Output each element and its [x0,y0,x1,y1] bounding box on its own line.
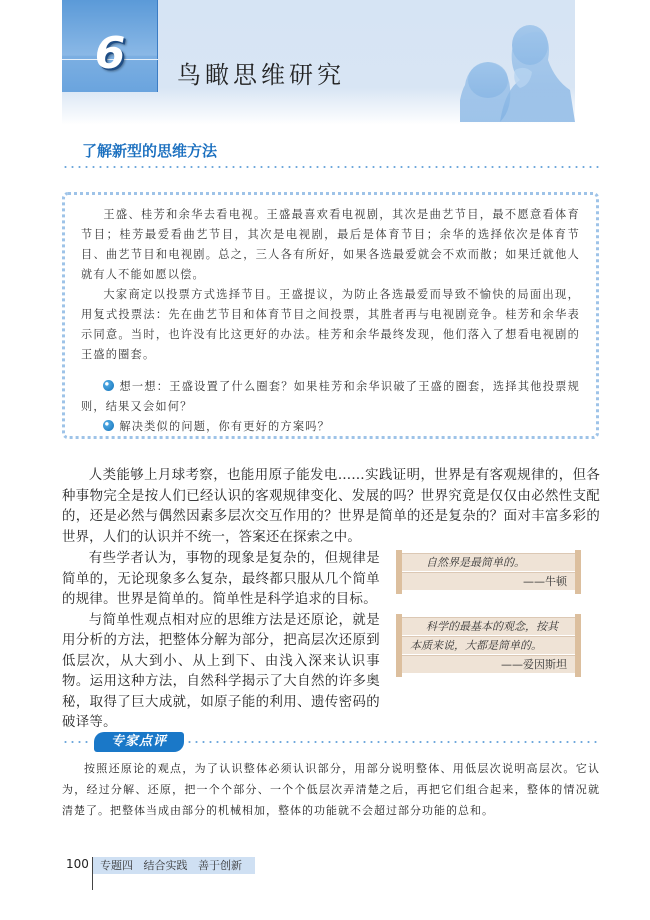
story-paragraph: 大家商定以投票方式选择节目。王盛提议，为防止各选最爱而导致不愉快的局面出现，用复式投票法：先在曲艺节目和体育节目之间投票，其胜者再与电视剧竞争。桂芳和余华表示同意。当时，也许没有比这更好的办法。桂芳和余华最终发现，他们落入了想看电视剧的王盛的圈套。 [81,288,580,361]
quote-author: ——爱因斯坦 [396,655,581,674]
expert-comment [62,758,600,821]
chapter-number-box [62,0,158,92]
expert-divider-left [62,741,92,743]
bullet-icon [103,420,114,431]
expert-divider-right [186,741,600,743]
quote-line: 本质来说，大都是简单的。 [396,636,581,655]
chapter-title: 鸟瞰思维研究 [177,61,345,89]
page-number: 100 [66,857,89,871]
story-box [62,192,599,439]
question-text: 解决类似的问题，你有更好的方案吗？ [119,420,330,433]
bullet-icon [103,380,114,391]
body-paragraph [62,466,600,548]
paragraph-text: 与简单性观点相对应的思维方法是还原论，就是用分析的方法，把整体分解为部分，把高层次还原到低层次，从大到小、从上到下、由浅入深来认识事物。运用这种方法，自然科学揭示了大自然的许多奥秘，取得了巨大成就，如原子能的利用、遗传密码的破译等。 [62,612,380,730]
quote-scroll [396,553,581,591]
chapter-banner [62,0,575,125]
quote-line: 科学的最基本的观念，按其 [396,617,581,636]
think-question [81,377,580,417]
paragraph-text: 有些学者认为，事物的现象是复杂的，但规律是简单的，无论现象多么复杂，最终都只服从几个简单的规律。世界是简单的。简单性是科学追求的目标。 [62,551,380,607]
portrait-illustration-icon [460,10,575,122]
story-paragraph: 王盛、桂芳和余华去看电视。王盛最喜欢看电视剧，其次是曲艺节目，最不愿意看体育节目；桂芳最爱看曲艺节目，其次是电视剧，最后是体育节目；余华的选择依次是体育节目、曲艺节目和电视剧。总之，三人各有所好，如果各选最爱就会不欢而散；如果迁就他人就有人不能如愿以偿。 [81,208,580,281]
section-heading: 了解新型的思维方法 [82,142,218,160]
paragraph-text: 人类能够上月球考察，也能用原子能发电……实践证明，世界是有客观规律的，但各种事物完全是按人们已经认识的客观规律变化、发展的吗？世界究竟是仅仅由必然性支配的，还是必然与偶然因素多层次交互作用的？世界是简单的还是复杂的？面对丰富多彩的世界，人们的认识并不统一，答案还在探索之中。 [62,468,600,545]
section-divider [62,166,600,168]
expert-comment-label: 专家点评 [94,732,184,752]
expert-comment-text: 按照还原论的观点，为了认识整体必须认识部分，用部分说明整体、用低层次说明高层次。它认为，经过分解、还原，把一个个部分、一个个低层次弄清楚之后，再把它们组合起来，整体的情况就清楚了。把整体当成由部分的机械相加，整体的功能就不会超过部分功能的总和。 [62,762,600,817]
think-question [81,417,580,437]
chapter-number: 6 [94,28,126,79]
quote-scroll [396,617,581,674]
question-text: 想一想：王盛设置了什么圈套？如果桂芳和余华识破了王盛的圈套，选择其他投票规则，结果又会如何？ [81,380,580,413]
body-paragraph-column [62,549,380,734]
quote-author: ——牛顿 [396,572,581,591]
quote-line: 自然界是最简单的。 [396,553,581,572]
running-title: 专题四 结合实践 善于创新 [93,857,255,874]
